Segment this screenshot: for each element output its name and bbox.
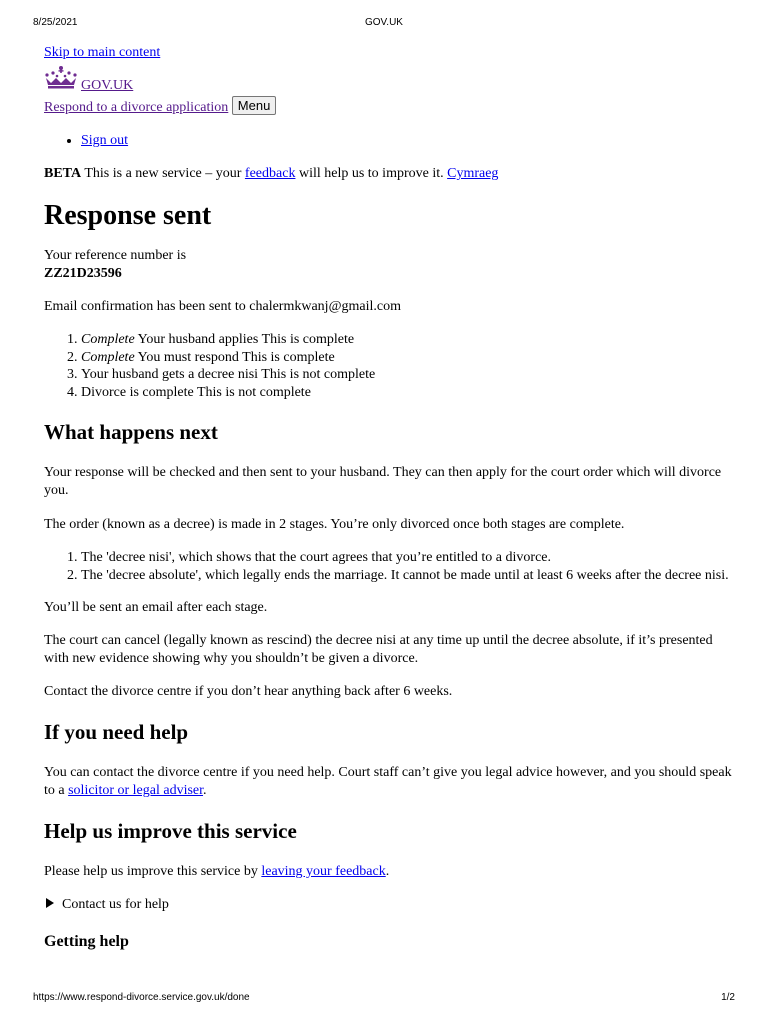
account-nav [44, 132, 734, 150]
progress-text: You must respond This is complete [137, 349, 335, 365]
page-title: Response sent [44, 200, 212, 231]
page-content [44, 44, 734, 952]
stage-item: 2. The 'decree absolute', which legally ends the marriage. It cannot be made until at least 6 weeks after the decree nisi. [81, 567, 734, 585]
cymraeg-link[interactable]: Cymraeg [447, 166, 499, 181]
disclosure-triangle-icon [46, 898, 54, 908]
crown-icon [44, 65, 78, 89]
menu-button[interactable]: Menu [232, 96, 277, 115]
feedback-link[interactable]: feedback [244, 166, 296, 181]
improve-paragraph [44, 863, 734, 881]
govuk-home-link[interactable]: GOV.UK [81, 78, 134, 93]
phase-banner [44, 165, 734, 183]
print-url: https://www.respond-divorce.service.gov.uk/done [33, 992, 250, 1003]
next-paragraph-3: You’ll be sent an email after each stage. [44, 600, 268, 615]
progress-item [81, 331, 734, 349]
print-title: GOV.UK [365, 17, 403, 28]
help-text: You can contact the divorce centre if you need help. Court staff can’t give you legal advice however, and you should speak to a [44, 765, 732, 798]
improve-end: . [385, 864, 390, 879]
next-paragraph-1: Your response will be checked and then sent to your husband. They can then apply for the court order which will divorce you. [44, 465, 722, 498]
contact-us-summary: Contact us for help [62, 897, 169, 912]
help-paragraph [44, 764, 734, 800]
service-name-link[interactable]: Respond to a divorce application [44, 100, 229, 115]
sign-out-link[interactable]: Sign out [81, 133, 129, 148]
govuk-header [44, 65, 734, 95]
contact-us-details[interactable] [44, 896, 734, 914]
leave-feedback-link[interactable]: leaving your feedback [261, 864, 386, 879]
print-header [33, 17, 735, 31]
help-improve-heading: Help us improve this service [44, 819, 297, 843]
beta-tag: BETA [44, 166, 82, 181]
progress-list [44, 331, 734, 401]
progress-item [81, 384, 734, 402]
progress-status: Complete [81, 332, 135, 347]
next-paragraph-4: The court can cancel (legally known as rescind) the decree nisi at any time up until the decree absolute, if it’s presented with new evidence showing why you shouldn’t be given a divorce. [44, 633, 713, 666]
nav-item-sign-out [81, 132, 734, 150]
progress-status: Complete [81, 349, 135, 365]
email-confirmation: Email confirmation has been sent to chalermkwanj@gmail.com [44, 299, 401, 314]
beta-text-after: will help us to improve it. [298, 166, 444, 181]
progress-text: Your husband gets a decree nisi This is not complete [81, 367, 376, 382]
print-page-number: 1/2 [721, 992, 735, 1003]
progress-item [81, 349, 734, 367]
solicitor-link[interactable]: solicitor or legal adviser [68, 783, 204, 798]
next-paragraph-2: The order (known as a decree) is made in 2 stages. You’re only divorced once both stages are complete. [44, 517, 625, 532]
beta-text-before: This is a new service – your [84, 166, 242, 181]
what-happens-next-heading: What happens next [44, 420, 218, 444]
next-paragraph-5: Contact the divorce centre if you don’t hear anything back after 6 weeks. [44, 684, 453, 699]
skip-to-main-link[interactable]: Skip to main content [44, 45, 161, 60]
if-you-need-help-heading: If you need help [44, 720, 189, 744]
stage-item: 1. The 'decree nisi', which shows that the court agrees that you’re entitled to a divorce. [81, 549, 734, 567]
decree-stages-list [44, 549, 734, 584]
reference-label: Your reference number is [44, 248, 187, 263]
help-end: . [203, 783, 207, 798]
progress-text: Divorce is complete This is not complete [81, 384, 311, 400]
print-date: 8/25/2021 [33, 17, 78, 28]
service-row [44, 96, 734, 118]
getting-help-heading: Getting help [44, 933, 129, 950]
print-footer [33, 992, 735, 1006]
progress-text: Your husband applies This is complete [137, 332, 355, 347]
progress-item [81, 366, 734, 384]
improve-text: Please help us improve this service by [44, 864, 258, 879]
reference-number: ZZ21D23596 [44, 266, 122, 281]
